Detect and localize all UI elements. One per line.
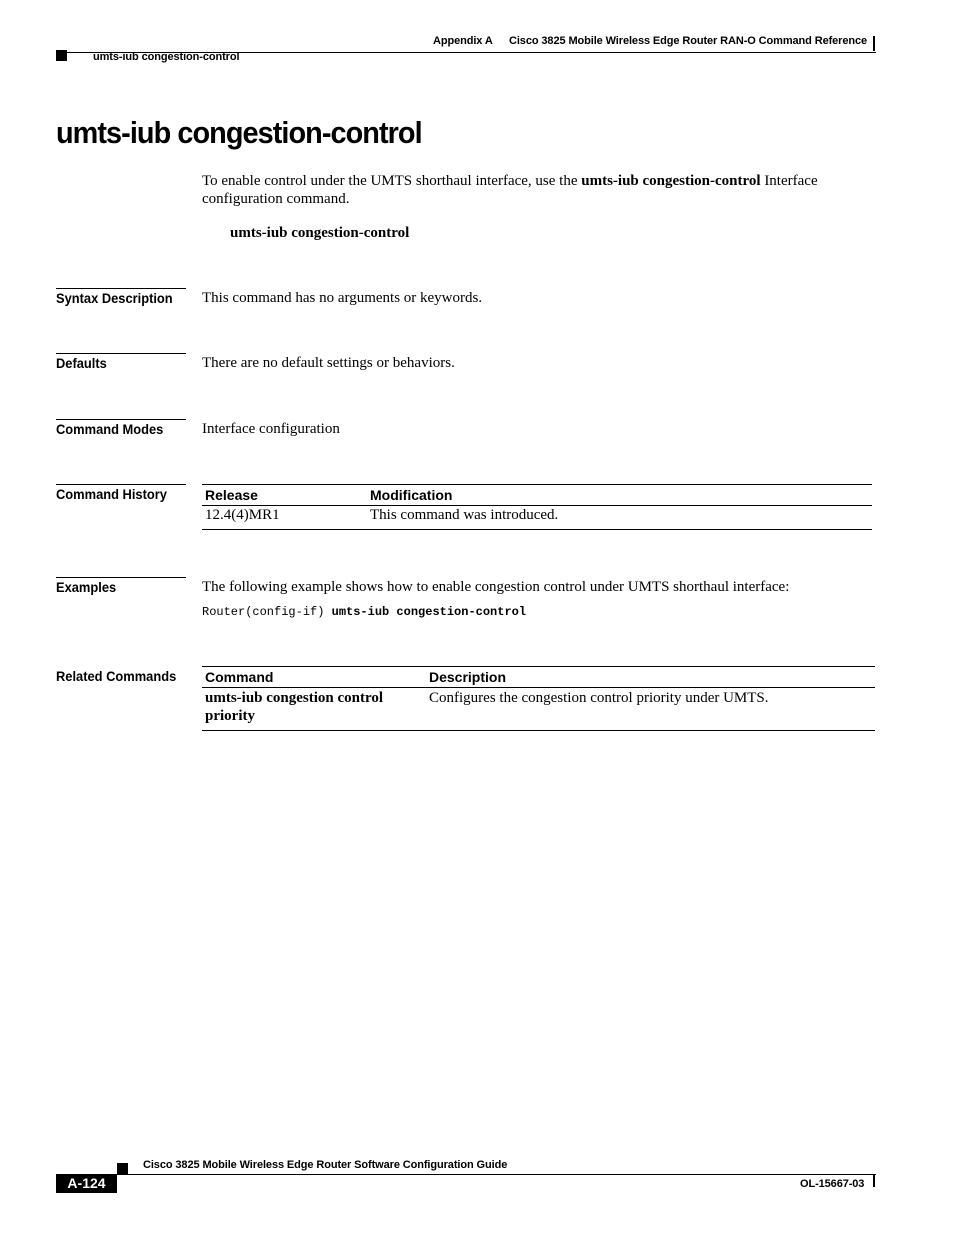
section-rule — [56, 484, 186, 485]
table-header-row — [202, 485, 872, 506]
example-prompt: Router(config-if) — [202, 605, 332, 619]
section-rule — [56, 353, 186, 354]
command-modes-text: Interface configuration — [202, 421, 340, 437]
intro-paragraph — [202, 172, 882, 208]
header-marker — [56, 50, 67, 61]
intro-command: umts-iub congestion-control — [581, 173, 761, 189]
command-history-heading: Command History — [56, 486, 167, 502]
page-title: umts-iub congestion-control — [56, 115, 422, 150]
column-header-release: Release — [205, 487, 258, 503]
related-command-cell: umts-iub congestion control priority — [205, 690, 384, 724]
column-header-description: Description — [429, 669, 507, 685]
defaults-text: There are no default settings or behaviors. — [202, 355, 455, 371]
modification-cell: This command was introduced. — [370, 507, 559, 523]
example-code — [202, 605, 526, 619]
related-commands-heading: Related Commands — [56, 668, 177, 684]
section-rule — [56, 577, 186, 578]
defaults-heading: Defaults — [56, 355, 107, 371]
footer-separator — [873, 1174, 875, 1187]
page-number: A-124 — [56, 1174, 117, 1193]
intro-post: Interface configuration command. — [202, 173, 818, 207]
footer-doc-number: OL-15667-03 — [800, 1178, 865, 1190]
examples-text: The following example shows how to enable congestion control under UMTS shorthaul interface: — [202, 579, 790, 595]
related-commands-table — [202, 666, 875, 731]
header-appendix: Appendix A — [433, 35, 493, 47]
command-syntax: umts-iub congestion-control — [230, 225, 410, 241]
release-cell: 12.4(4)MR1 — [205, 507, 280, 523]
footer-guide-title: Cisco 3825 Mobile Wireless Edge Router Software Configuration Guide — [143, 1159, 508, 1171]
syntax-description-heading: Syntax Description — [56, 290, 173, 306]
table-row — [202, 506, 872, 530]
column-header-command: Command — [205, 669, 274, 685]
table-header-row — [202, 667, 875, 688]
footer-marker — [117, 1163, 128, 1174]
command-modes-heading: Command Modes — [56, 421, 164, 437]
section-rule — [56, 419, 186, 420]
footer-rule — [117, 1174, 876, 1175]
column-header-modification: Modification — [370, 487, 453, 503]
header-separator — [873, 36, 875, 51]
intro-pre: To enable control under the UMTS shorthaul interface, use the — [202, 173, 582, 189]
header-book-title: Cisco 3825 Mobile Wireless Edge Router RAN-O Command Reference — [509, 35, 868, 47]
section-rule — [56, 288, 186, 289]
command-history-table — [202, 484, 872, 530]
syntax-description-text: This command has no arguments or keywords. — [202, 290, 483, 306]
table-row — [202, 688, 875, 731]
related-description-cell: Configures the congestion control priority under UMTS. — [429, 690, 769, 706]
examples-heading: Examples — [56, 579, 117, 595]
example-command: umts-iub congestion-control — [331, 605, 527, 619]
header-section: umts-iub congestion-control — [93, 51, 240, 63]
